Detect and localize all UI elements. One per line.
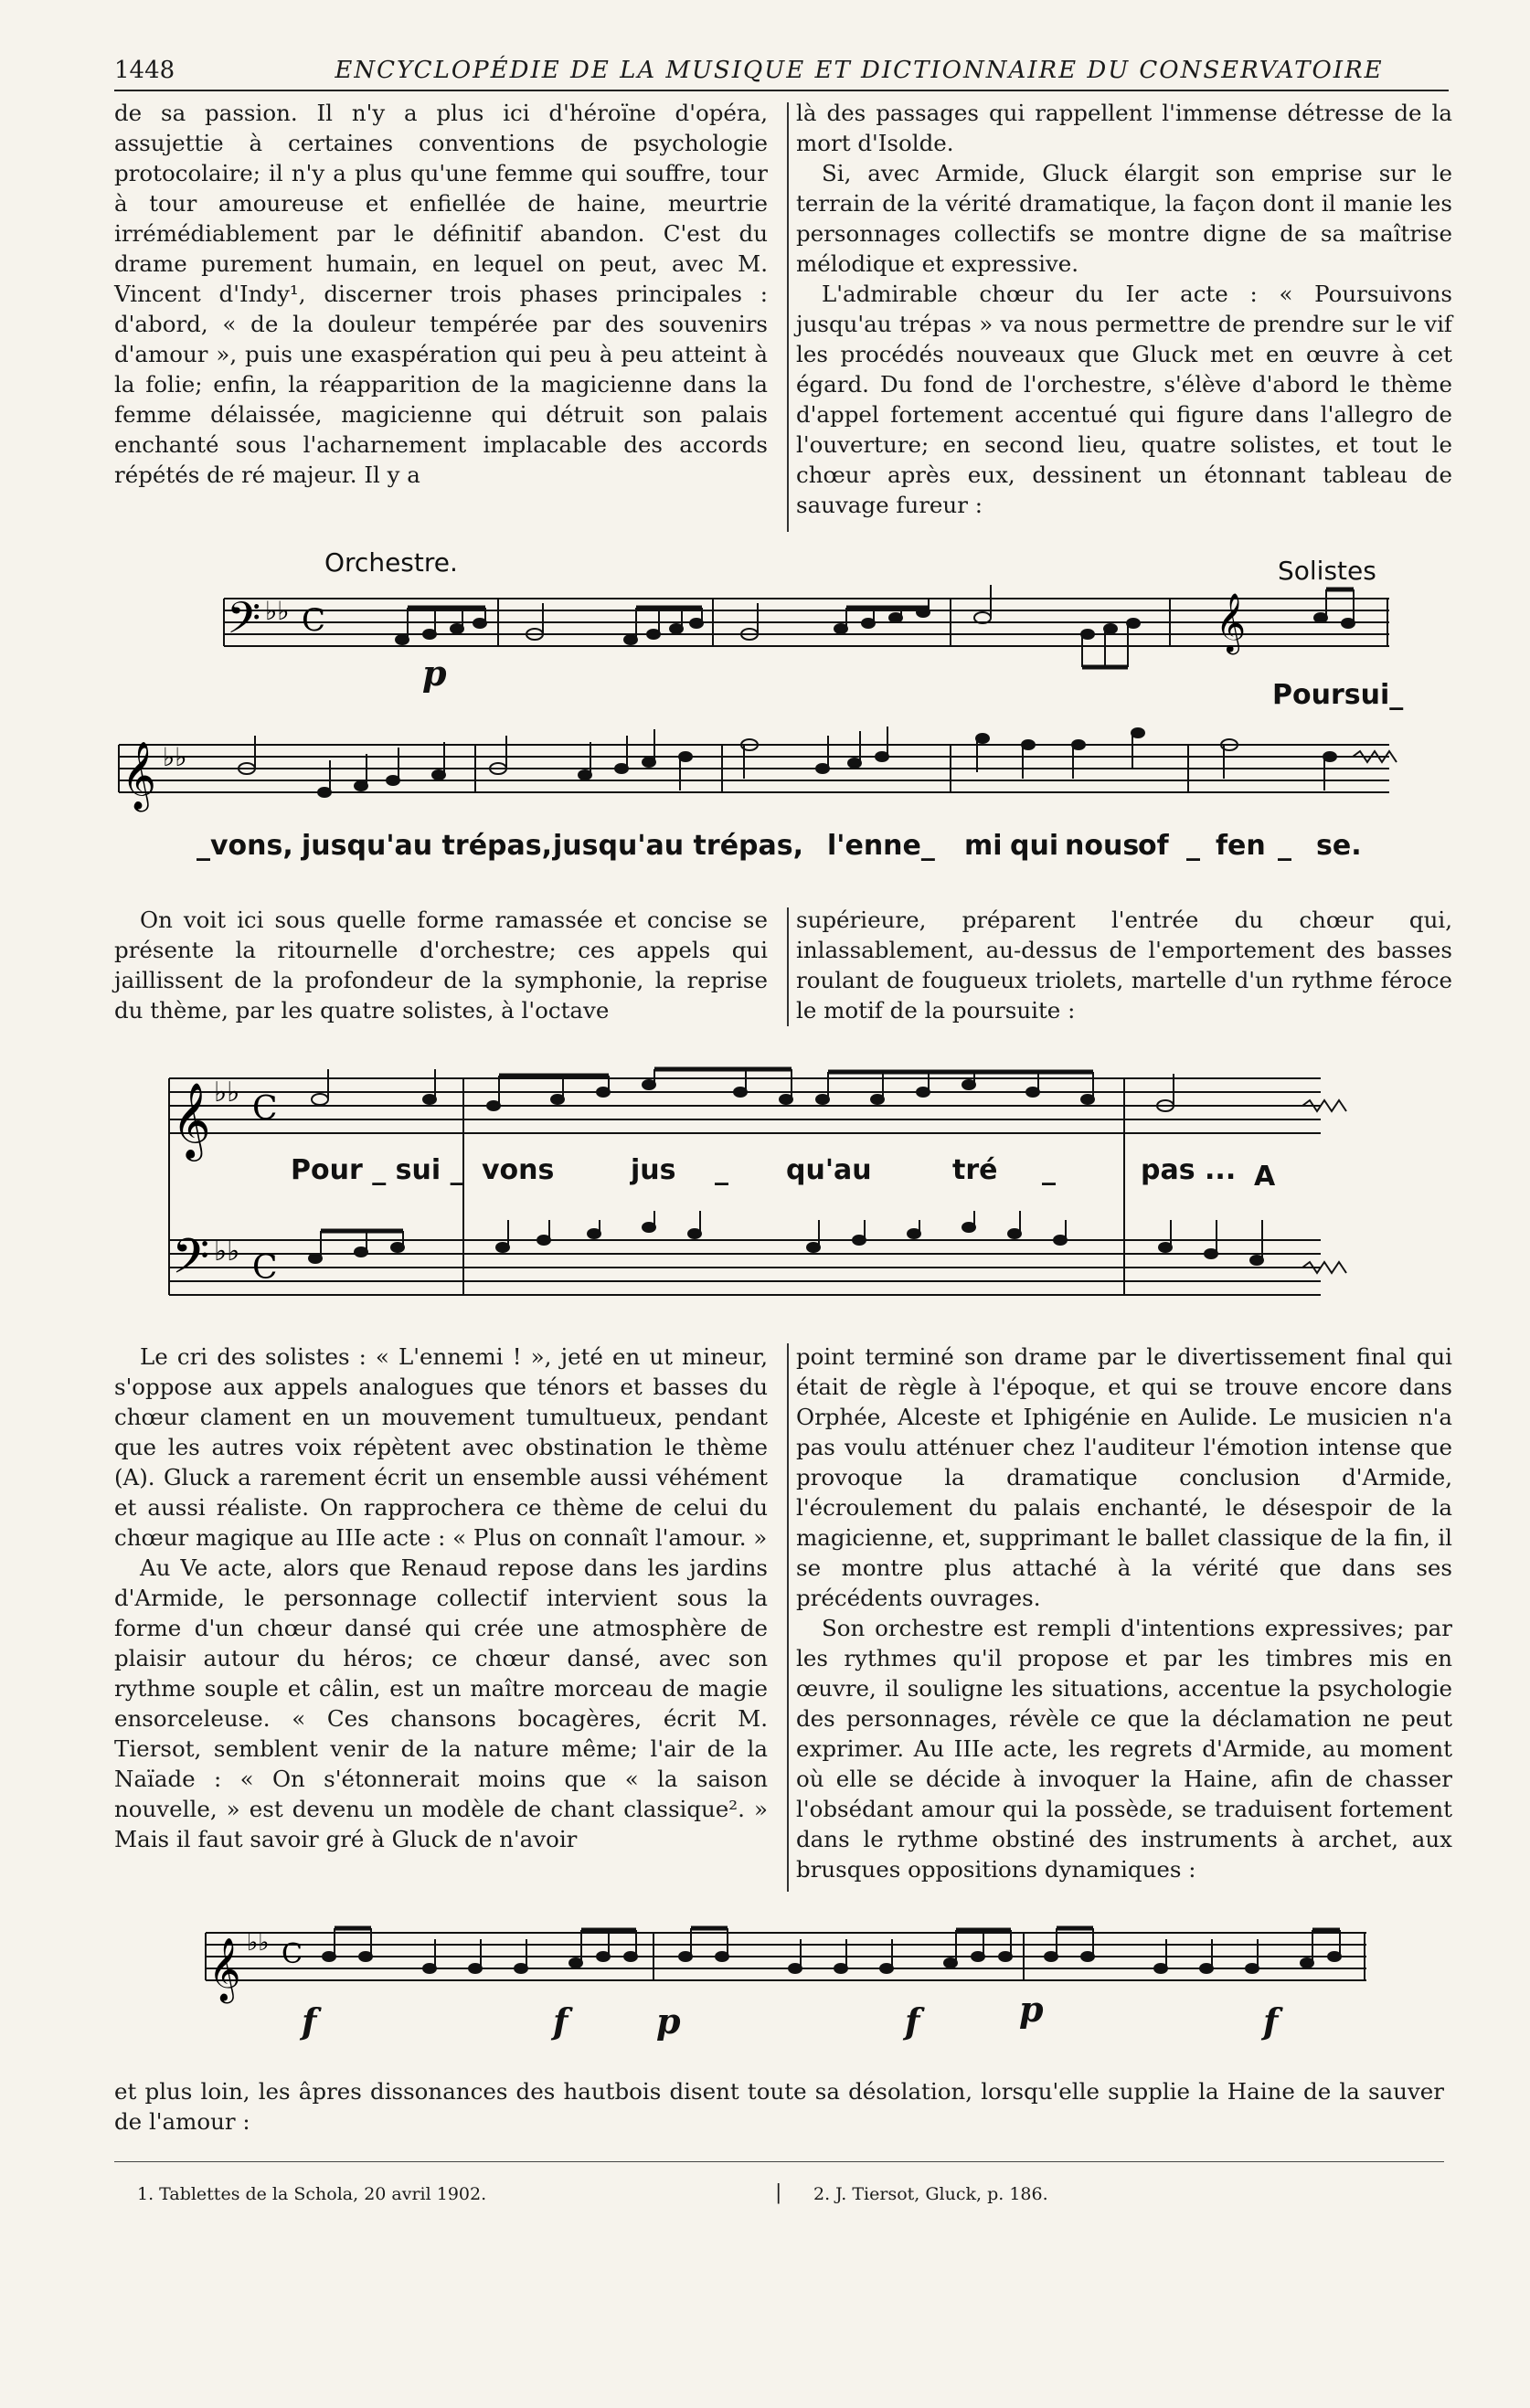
left-column-1: [114, 98, 768, 490]
paragraph: Si, avec Armide, Gluck élargit son emprise sur le terrain de la vérité dramatique, la façon dont il manie les personnages collectifs se montre digne de sa maîtrise mélodique et expressive.: [796, 160, 1452, 277]
footnote-rule: [114, 2161, 1444, 2162]
lyric: of: [1138, 830, 1169, 862]
lyric: _: [1186, 830, 1200, 862]
lyric: qui: [1010, 830, 1059, 862]
music-example-2: [0, 1065, 1530, 1311]
paragraph: supérieure, préparent l'entrée du chœur qui, inlassablement, au-dessus de l'emportement des basses roulant de fougueux triolets, martelle d'un rythme féroce le motif de la poursuite :: [796, 907, 1452, 1024]
flat-icon: ♭♭: [214, 1077, 240, 1109]
lyric: jusqu'au trépas,: [553, 830, 804, 862]
treble-clef-icon: 𝄞: [208, 1937, 241, 2001]
lyric: Poursui_: [1272, 679, 1404, 711]
column-divider: [787, 1343, 789, 1892]
paragraph: Le cri des solistes : « L'ennemi ! », jeté en ut mineur, s'oppose aux appels analogues que ténors et basses du chœur clament en un mouvement tumultueux, pendant que les autres voix répètent avec obstination le thème (A). Gluck a rarement écrit un ensemble aussi véhément et aussi réaliste. On rapprochera ce thème de celui du chœur magique au IIIe acte : « Plus on connaît l'amour. »: [114, 1343, 768, 1551]
flat-icon: ♭♭: [214, 1236, 240, 1268]
lyric: l'enne_: [827, 830, 935, 862]
treble-clef-icon: 𝄞: [1216, 593, 1247, 652]
treble-clef-icon: 𝄞: [122, 742, 156, 810]
right-column-2: [796, 905, 1452, 1025]
label-solistes: Solistes: [1278, 556, 1376, 586]
lyric: pas ...: [1141, 1154, 1237, 1186]
lyric: _vons,: [197, 830, 293, 862]
left-column-2: [114, 905, 768, 1025]
dynamic-mark: f: [1263, 2000, 1279, 2042]
time-signature-icon: C: [302, 602, 326, 639]
lyric: fen: [1216, 830, 1266, 862]
time-signature-icon: C: [282, 1938, 303, 1970]
lyric: nous: [1065, 830, 1140, 862]
dynamic-mark: p: [1019, 1989, 1044, 2030]
paragraph: On voit ici sous quelle forme ramassée et concise se présente la ritournelle d'orchestre; ces appels qui jaillissent de la profondeur de la symphonie, la reprise du thème, par les quatre solistes, à l'octave: [114, 907, 768, 1024]
flat-icon: ♭♭: [163, 742, 187, 772]
paragraph: L'admirable chœur du Ier acte : « Poursuivons jusqu'au trépas » va nous permettre de prendre sur le vif les procédés nouveaux que Gluck met en œuvre à cet égard. Du fond de l'orchestre, s'élève d'abord le thème d'appel fortement accentué qui figure dans l'allegro de l'ouverture; en second lieu, quatre solistes, et tout le chœur après eux, dessinent un étonnant tableau de sauvage fureur :: [796, 281, 1452, 518]
notes-lower: [309, 1211, 1346, 1273]
paragraph: là des passages qui rappellent l'immense détresse de la mort d'Isolde.: [796, 100, 1452, 156]
paragraph: de sa passion. Il n'y a plus ici d'héroïne d'opéra, assujettie à certaines conventions de psychologie protocolaire; il n'y a plus qu'une femme qui souffre, tour à tour amoureuse et enfiellée de haine, meurtrie irrémédiablement par le définitif abandon. C'est du drame purement humain, en lequel on peut, avec M. Vincent d'Indy¹, discerner trois phases principales : d'abord, « de la douleur tempérée par des souvenirs d'amour », puis une exaspération qui peu à peu atteint à la folie; enfin, la réapparition de la magicienne dans la femme délaissée, magicienne qui détruit son palais enchanté sous l'acharnement implacable des accords répétés de ré majeur. Il y a: [114, 100, 768, 488]
lyric: _: [1278, 830, 1291, 862]
footnote-1: 1. Tablettes de la Schola, 20 avril 1902.: [137, 2184, 487, 2204]
column-divider: [787, 907, 789, 1026]
left-column-3: [114, 1342, 768, 1854]
bass-clef-icon: 𝄢: [227, 592, 261, 654]
marker-label: A: [1254, 1161, 1276, 1193]
lyric: _: [715, 1154, 728, 1186]
notes-1: [396, 585, 1355, 667]
time-signature-icon: C: [252, 1249, 278, 1287]
footnote-separator: |: [775, 2181, 782, 2204]
right-column-1: [796, 98, 1452, 520]
dynamic-mark: f: [905, 2000, 920, 2042]
time-signature-icon: C: [252, 1090, 278, 1128]
lyric: qu'au: [786, 1154, 872, 1186]
notes-2: [239, 727, 1397, 797]
right-column-3: [796, 1342, 1452, 1884]
staff-2: [119, 745, 1389, 792]
music-example-1: [0, 539, 1530, 886]
treble-clef-icon: 𝄞: [172, 1081, 211, 1158]
bass-clef-icon: 𝄢: [172, 1229, 210, 1297]
staff-3: [206, 1933, 1366, 1980]
lyric: jusqu'au trépas,: [302, 830, 553, 862]
dynamic-mark: p: [656, 2000, 681, 2042]
page-number: 1448: [114, 57, 175, 84]
paragraph: Au Ve acte, alors que Renaud repose dans les jardins d'Armide, le personnage collectif intervient sous la forme d'un chœur dansé qui crée une atmosphère de plaisir autour du héros; ce chœur dansé, avec son rythme souple et câlin, est un maître morceau de magie ensorceleuse. « Ces chansons bocagères, écrit M. Tiersot, semblent venir de la nature même; l'air de la Naïade : « On s'étonnerait moins que « la saison nouvelle, » est devenu un modèle de chant classique². » Mais il faut savoir gré à Gluck de n'avoir: [114, 1554, 768, 1852]
column-divider: [787, 102, 789, 532]
lyric: tré: [952, 1154, 998, 1186]
flat-icon: ♭♭: [247, 1929, 270, 1957]
music-example-3: [0, 1919, 1530, 2056]
notes-3: [323, 1928, 1341, 1973]
dynamic-mark: f: [302, 2000, 317, 2042]
footnote-2: 2. J. Tiersot, Gluck, p. 186.: [813, 2184, 1048, 2204]
paragraph: Son orchestre est rempli d'intentions expressives; par les rythmes qu'il propose et par les timbres mis en œuvre, il souligne les situations, accentue la psychologie des personnages, révèle ce que la déclamation ne peut exprimer. Au IIIe acte, les regrets d'Armide, au moment où elle se décide à invoquer la Haine, afin de chasser l'obsédant amour qui la possède, se traduisent fortement dans le rythme obstiné des instruments à archet, aux brusques oppositions dynamiques :: [796, 1615, 1452, 1883]
grand-staff: [169, 1078, 1321, 1295]
lyric: mi: [964, 830, 1003, 862]
lyric: jus: [631, 1154, 676, 1186]
lyric: Pour _ sui _: [291, 1154, 464, 1186]
running-head: [114, 53, 1449, 91]
label-orchestre: Orchestre.: [324, 547, 458, 578]
lyric: vons: [482, 1154, 555, 1186]
paragraph: point terminé son drame par le divertissement final qui était de règle à l'époque, et qui se trouve encore dans Orphée, Alceste et Iphigénie en Aulide. Le musicien n'a pas voulu atténuer chez l'auditeur l'émotion intense que provoque la dramatique conclusion d'Armide, l'écroulement du palais enchanté, le désespoir de la magicienne, et, supprimant le ballet classique de la fin, il se montre plus attaché à la vérité que dans ses précédents ouvrages.: [796, 1343, 1452, 1611]
dynamic-mark: p: [422, 652, 447, 694]
page-title: ENCYCLOPÉDIE DE LA MUSIQUE ET DICTIONNAIRE DU CONSERVATOIRE: [335, 57, 1384, 84]
closing-paragraph: et plus loin, les âpres dissonances des hautbois disent toute sa désolation, lorsqu'elle supplie la Haine de la sauver de l'amour :: [114, 2078, 1444, 2135]
flat-icon: ♭♭: [265, 596, 290, 626]
lyric: _: [1042, 1154, 1056, 1186]
dynamic-mark: f: [553, 2000, 568, 2042]
lyric: se.: [1316, 830, 1362, 862]
